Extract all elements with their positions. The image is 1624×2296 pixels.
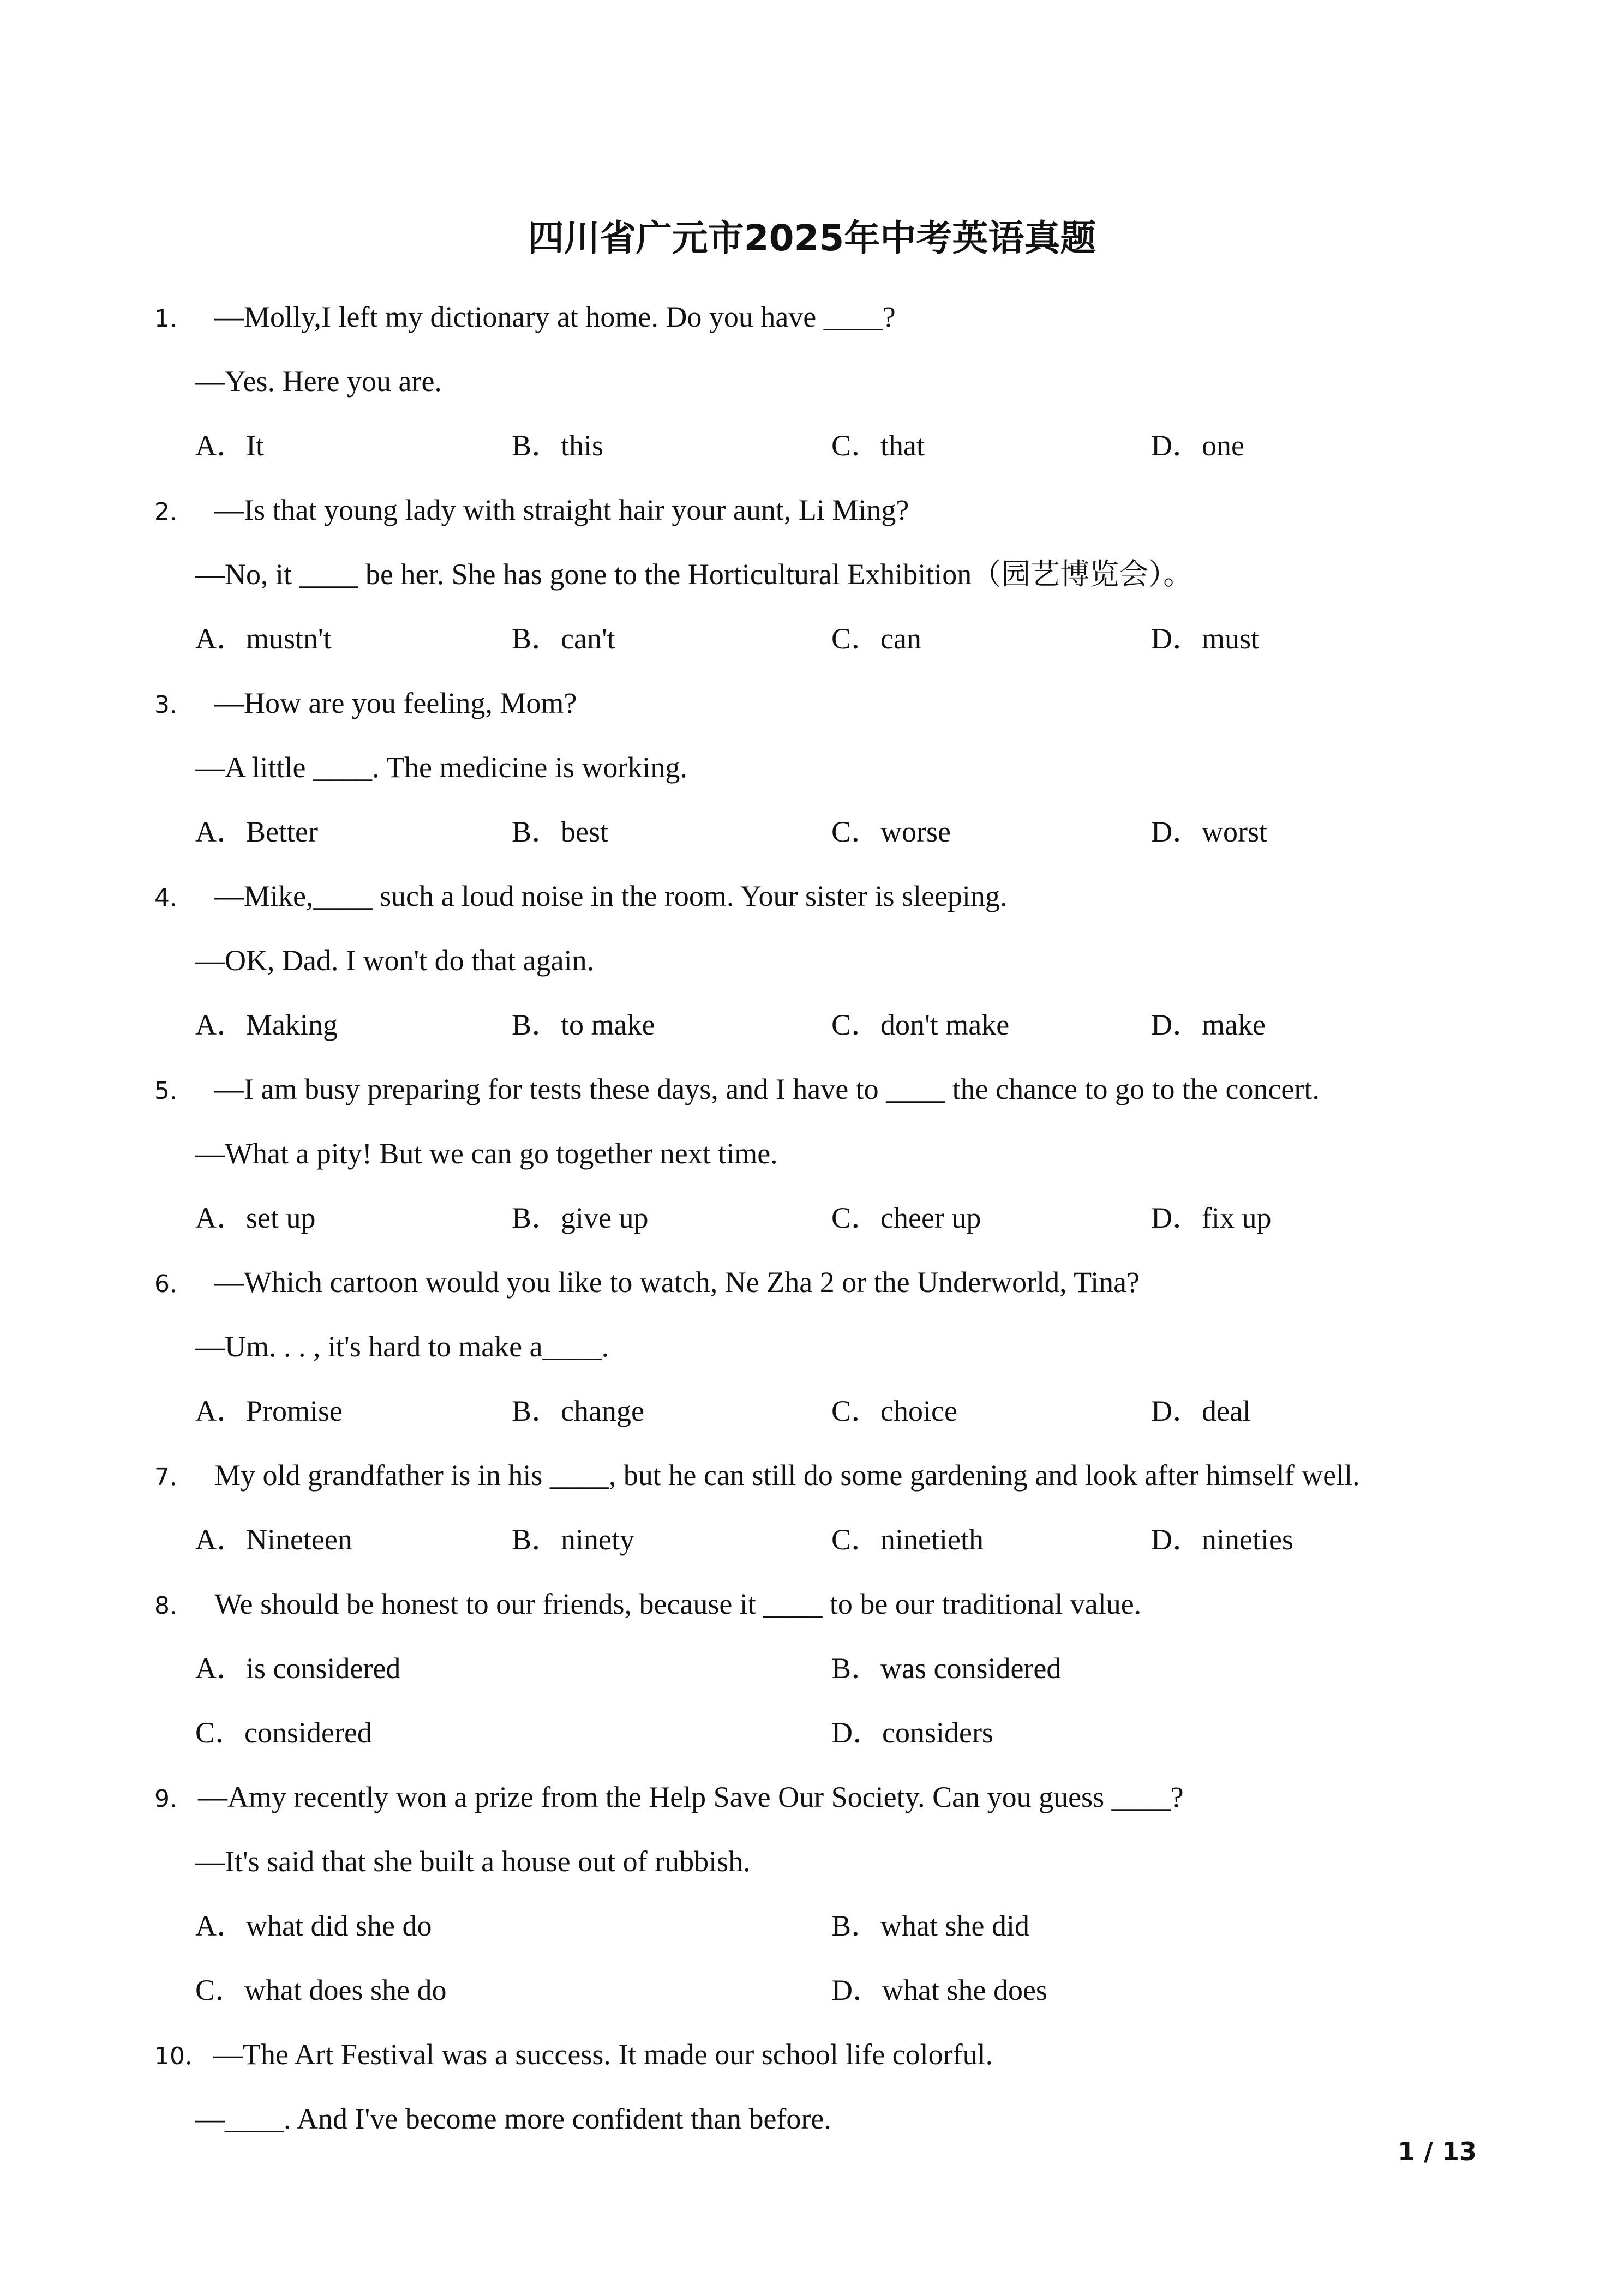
question-9-option-c[interactable]: C．what does she do	[195, 1974, 447, 2006]
question-text: —Is that young lady with straight hair your aunt, Li Ming?	[214, 494, 909, 526]
question-5-option-c[interactable]: C．cheer up	[831, 1201, 981, 1234]
page-title: 四川省广元市2025年中考英语真题	[528, 217, 1096, 259]
question-7-stem	[154, 1456, 1360, 1496]
question-6-stem	[154, 1263, 1140, 1303]
question-3-option-b[interactable]: B．best	[512, 815, 609, 848]
question-3-stem	[154, 684, 577, 724]
question-number: 10．	[154, 2042, 209, 2070]
question-9-stem	[154, 1778, 1184, 1818]
question-number: 2．	[154, 498, 194, 526]
question-7-option-c[interactable]: C．ninetieth	[831, 1523, 984, 1556]
question-6-option-a[interactable]: A．Promise	[195, 1395, 343, 1427]
question-4-stem	[154, 877, 1007, 917]
question-text: —I am busy preparing for tests these days, and I have to ____ the chance to go to the concert.	[214, 1073, 1320, 1105]
question-text: —Which cartoon would you like to watch, Ne Zha 2 or the Underworld, Tina?	[214, 1266, 1140, 1299]
question-4-option-d[interactable]: D．make	[1151, 1008, 1266, 1041]
question-3-option-d[interactable]: D．worst	[1151, 815, 1267, 848]
question-7-option-a[interactable]: A．Nineteen	[195, 1523, 352, 1556]
question-3-option-a[interactable]: A．Better	[195, 815, 318, 848]
question-5-option-a[interactable]: A．set up	[195, 1201, 316, 1234]
question-2-option-c[interactable]: C．can	[831, 622, 921, 655]
question-number: 9．	[154, 1785, 194, 1813]
question-1-option-a[interactable]: A．It	[195, 429, 264, 462]
question-text: —Molly,I left my dictionary at home. Do you have ____?	[214, 300, 896, 333]
question-9-option-d[interactable]: D．what she does	[831, 1974, 1047, 2006]
question-5-option-d[interactable]: D．fix up	[1151, 1201, 1272, 1234]
question-2-option-b[interactable]: B．can't	[512, 622, 615, 655]
question-number: 8．	[154, 1592, 194, 1620]
question-number: 4．	[154, 884, 194, 912]
question-6-option-d[interactable]: D．deal	[1151, 1395, 1251, 1427]
question-1-reply: —Yes. Here you are.	[195, 365, 442, 398]
question-6-reply: —Um. . . , it's hard to make a____.	[195, 1330, 609, 1363]
question-4-reply: —OK, Dad. I won't do that again.	[195, 944, 595, 977]
question-6-option-b[interactable]: B．change	[512, 1395, 644, 1427]
question-8-option-d[interactable]: D．considers	[831, 1716, 993, 1749]
question-1-option-c[interactable]: C．that	[831, 429, 925, 462]
question-1-option-b[interactable]: B．this	[512, 429, 604, 462]
question-2-option-a[interactable]: A．mustn't	[195, 622, 332, 655]
question-text: My old grandfather is in his ____, but he can still do some gardening and look after himself well.	[214, 1459, 1360, 1492]
question-9-reply: —It's said that she built a house out of rubbish.	[195, 1845, 751, 1878]
question-8-option-b[interactable]: B．was considered	[831, 1652, 1062, 1685]
question-8-stem	[154, 1585, 1141, 1625]
question-number: 6．	[154, 1270, 194, 1298]
question-text: —Mike,____ such a loud noise in the room. Your sister is sleeping.	[214, 880, 1008, 912]
question-2-stem	[154, 491, 909, 531]
question-2-option-d[interactable]: D．must	[1151, 622, 1260, 655]
question-9-option-a[interactable]: A．what did she do	[195, 1909, 432, 1942]
question-text: —The Art Festival was a success. It made our school life colorful.	[213, 2038, 993, 2071]
question-4-option-b[interactable]: B．to make	[512, 1008, 655, 1041]
question-8-option-a[interactable]: A．is considered	[195, 1652, 401, 1685]
question-5-stem	[154, 1070, 1320, 1110]
question-1-stem	[154, 298, 896, 338]
question-7-option-d[interactable]: D．nineties	[1151, 1523, 1293, 1556]
question-10-reply: —____. And I've become more confident than before.	[195, 2102, 831, 2135]
question-5-reply: —What a pity! But we can go together next time.	[195, 1137, 778, 1170]
question-text: We should be honest to our friends, because it ____ to be our traditional value.	[214, 1588, 1142, 1620]
question-5-option-b[interactable]: B．give up	[512, 1201, 649, 1234]
question-8-option-c[interactable]: C．considered	[195, 1716, 372, 1749]
question-9-option-b[interactable]: B．what she did	[831, 1909, 1029, 1942]
question-text: —Amy recently won a prize from the Help Save Our Society. Can you guess ____?	[198, 1781, 1184, 1813]
question-number: 7．	[154, 1463, 194, 1491]
question-3-option-c[interactable]: C．worse	[831, 815, 951, 848]
question-1-option-d[interactable]: D．one	[1151, 429, 1244, 462]
question-number: 3．	[154, 691, 194, 719]
question-3-reply: —A little ____. The medicine is working.	[195, 751, 687, 784]
question-text: —How are you feeling, Mom?	[214, 687, 577, 719]
question-2-reply: —No, it ____ be her. She has gone to the Horticultural Exhibition（园艺博览会）。	[195, 558, 1193, 591]
page-number: 1 / 13	[1398, 2137, 1477, 2166]
question-4-option-a[interactable]: A．Making	[195, 1008, 338, 1041]
question-4-option-c[interactable]: C．don't make	[831, 1008, 1010, 1041]
question-10-stem	[154, 2035, 993, 2076]
question-number: 5．	[154, 1077, 194, 1105]
question-7-option-b[interactable]: B．ninety	[512, 1523, 634, 1556]
question-6-option-c[interactable]: C．choice	[831, 1395, 957, 1427]
question-number: 1．	[154, 305, 194, 333]
